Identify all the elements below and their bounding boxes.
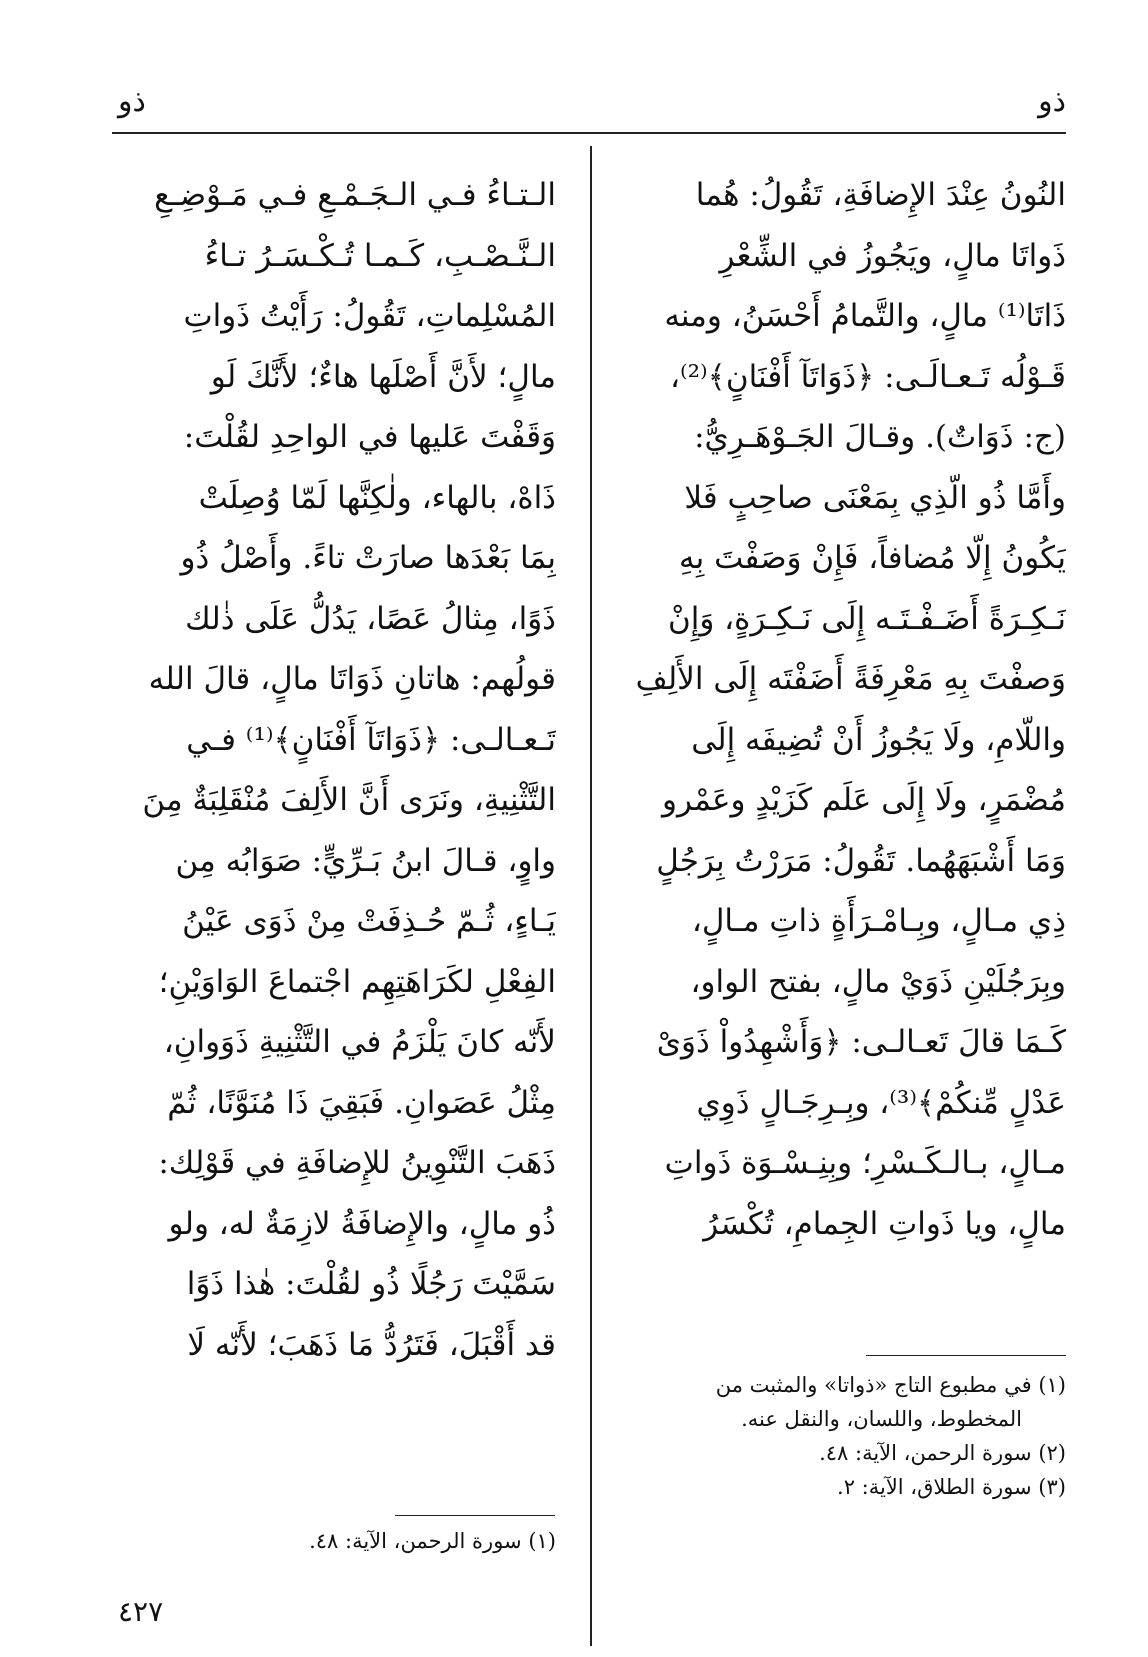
text-line: وَقَفْتَ عَليها في الواحِدِ لقُلْتَ: [183,419,556,455]
text-line: يَكُونُ إِلّا مُضافاً، فَإِنْ وَصَفْتَ بِهِ [679,540,1066,576]
text-line: الفِعْلِ لكَرَاهَتِهِم اجْتماعَ الوَاوَيْنِ؛ [158,963,556,1000]
text-line: واللّامِ، ولَا يَجُوزُ أَنْ تُضِيفَه إِلَى [691,721,1066,758]
footnote-line: (٢) سورة الرحمن، الآية: ٤٨. [819,1441,1066,1465]
header-rule [112,132,1066,134]
text-line: مالٍ، ويا ذَواتِ الجِمامِ، تُكْسَرُ [703,1205,1066,1242]
text-line: ذِي مـالٍ، وبِـامْـرَأَةٍ ذاتِ مـالٍ، [691,903,1066,939]
left-text-column [116,165,556,1375]
text-line: ذَاتَا⁽¹⁾ مالٍ، والتَّمامُ أَحْسَنُ، ومنه [664,298,1066,334]
footnote-line: (٣) سورة الطلاق، الآية: ٢. [837,1475,1066,1499]
text-line: ذَاهْ، بالهاء، ولٰكِنَّها لَمّا وُصِلَتْ [198,479,556,516]
text-line: ذَواتَا مالٍ، ويَجُوزُ في الشِّعْرِ [719,237,1066,274]
footnotes-left [116,1524,556,1558]
text-line: ذَهَبَ التَّنْوِينُ للإِضافَةِ في قَوْلِك: [158,1145,556,1181]
text-line: بِمَا بَعْدَها صارَتْ تاءً. وأَصْلُ ذُو [180,540,556,576]
text-line: وأَمَّا ذُو الّذِي بِمَعْنَى صاحِبٍ فَلا [684,479,1066,516]
running-header-right: ذو [1038,84,1066,119]
footnote-line: (١) في مطبوع التاج «ذواتا» والمثبت من [715,1373,1066,1397]
text-line: مـالٍ، بـالـكَـسْرِ؛ وبِنِـسْـوَة ذَواتِ [664,1145,1066,1181]
text-line: مُضْمَرٍ، ولَا إِلَى عَلَم كَزَيْدٍ وعَمْرو [662,782,1066,818]
text-line: المُسْلِماتِ، تَقُولُ: رَأَيْتُ ذَواتِ [183,298,556,334]
text-line: واوٍ، قـالَ ابنُ بَـرِّيٍّ: صَوَابُه مِن [175,842,556,879]
text-line: مِثْلُ عَصَوانِ. فَبَقِيَ ذَا مُنَوَّنًا، ثُمّ [167,1084,556,1121]
text-line: (ج: ذَوَاتٌ). وقـالَ الجَـوْهَـرِيُّ: [694,419,1066,455]
page-number: ٤٢٧ [118,1595,164,1628]
text-line: النُونُ عِنْدَ الإِضافَةِ، تَقُولُ: هُما [695,177,1066,213]
text-line: وبِرَجُلَيْنِ ذَوَيْ مالٍ، بفتح الواو، [690,963,1066,1000]
text-line: وَمَا أَشْبَهَهُما. تَقُولُ: مَرَرْتُ بِرَجُلٍ [656,842,1066,879]
running-header-left: ذو [118,84,146,119]
text-line: نَـكِـرَةً أَضَـفْـتَـه إِلَى نَـكِـرَةٍ، وَإِنْ [667,600,1066,637]
text-line: سَمَّيْتَ رَجُلًا ذُو لقُلْتَ: هٰذا ذَوًا [186,1266,556,1302]
footnote-rule-right [866,1355,1066,1356]
text-line: قد أَقْبَلَ، فَتَرُدُّ مَا ذَهَبَ؛ لأَنّه لَا [187,1326,556,1363]
footnote-rule-left [395,1515,555,1516]
text-line: قَـوْلُه تَـعـالَـى: ﴿ذَوَاتَآ أَفْنَانٍ﴾⁽²⁾، [669,358,1066,395]
footnote-line: (١) سورة الرحمن، الآية: ٤٨. [309,1529,556,1553]
text-line: التَّثْنِيةِ، ونَرَى أَنَّ الأَلِفَ مُنْقَلِبَةٌ مِنَ [142,782,556,818]
text-line: كَـمَا قالَ تَعـالـى: ﴿وَأَشْهِدُواْ ذَوَىْ [656,1024,1066,1060]
text-line: يَـاءٍ، ثُـمّ حُـذِفَتْ مِنْ ذَوَى عَيْنُ [182,903,556,939]
text-line: ذَوًا، مِثالُ عَصًا، يَدُلُّ عَلَى ذٰلك [185,600,556,637]
right-text-column [606,165,1066,1254]
text-line: تَـعـالـى: ﴿ذَوَاتَآ أَفْنَانٍ﴾⁽¹⁾ فـي [186,721,556,758]
text-line: ذُو مالٍ، والإِضافَةُ لازِمَةٌ له، ولو [168,1205,556,1242]
text-line: وَصفْتَ بِهِ مَعْرِفَةً أَضَفْتَه إِلَى الأَلِفِ [635,661,1066,697]
text-line: مالٍ؛ لأَنَّ أَصْلَها هاءٌ؛ لأَنَّكَ لَو [210,358,556,395]
text-line: عَدْلٍ مِّنكُمْ﴾⁽³⁾، وبِـرِجَـالٍ ذَوِي [696,1084,1066,1121]
text-line: الـتـاءُ فـي الـجَـمْـعِ فـي مَـوْضِـعِ [154,177,556,213]
footnote-line: المخطوط، واللسان، والنقل عنه. [741,1407,1022,1431]
column-divider [590,146,592,1646]
text-line: لأَنّه كانَ يَلْزَمُ في التَّثْنِيةِ ذَوَوانِ، [163,1024,556,1060]
text-line: الـنَّـصْـبِ، كَـمـا تُـكْـسَـرُ تـاءُ [204,237,556,274]
footnotes-right [606,1368,1066,1504]
text-line: قولُهم: هاتانِ ذَوَاتَا مالٍ، قالَ الله [148,661,556,697]
